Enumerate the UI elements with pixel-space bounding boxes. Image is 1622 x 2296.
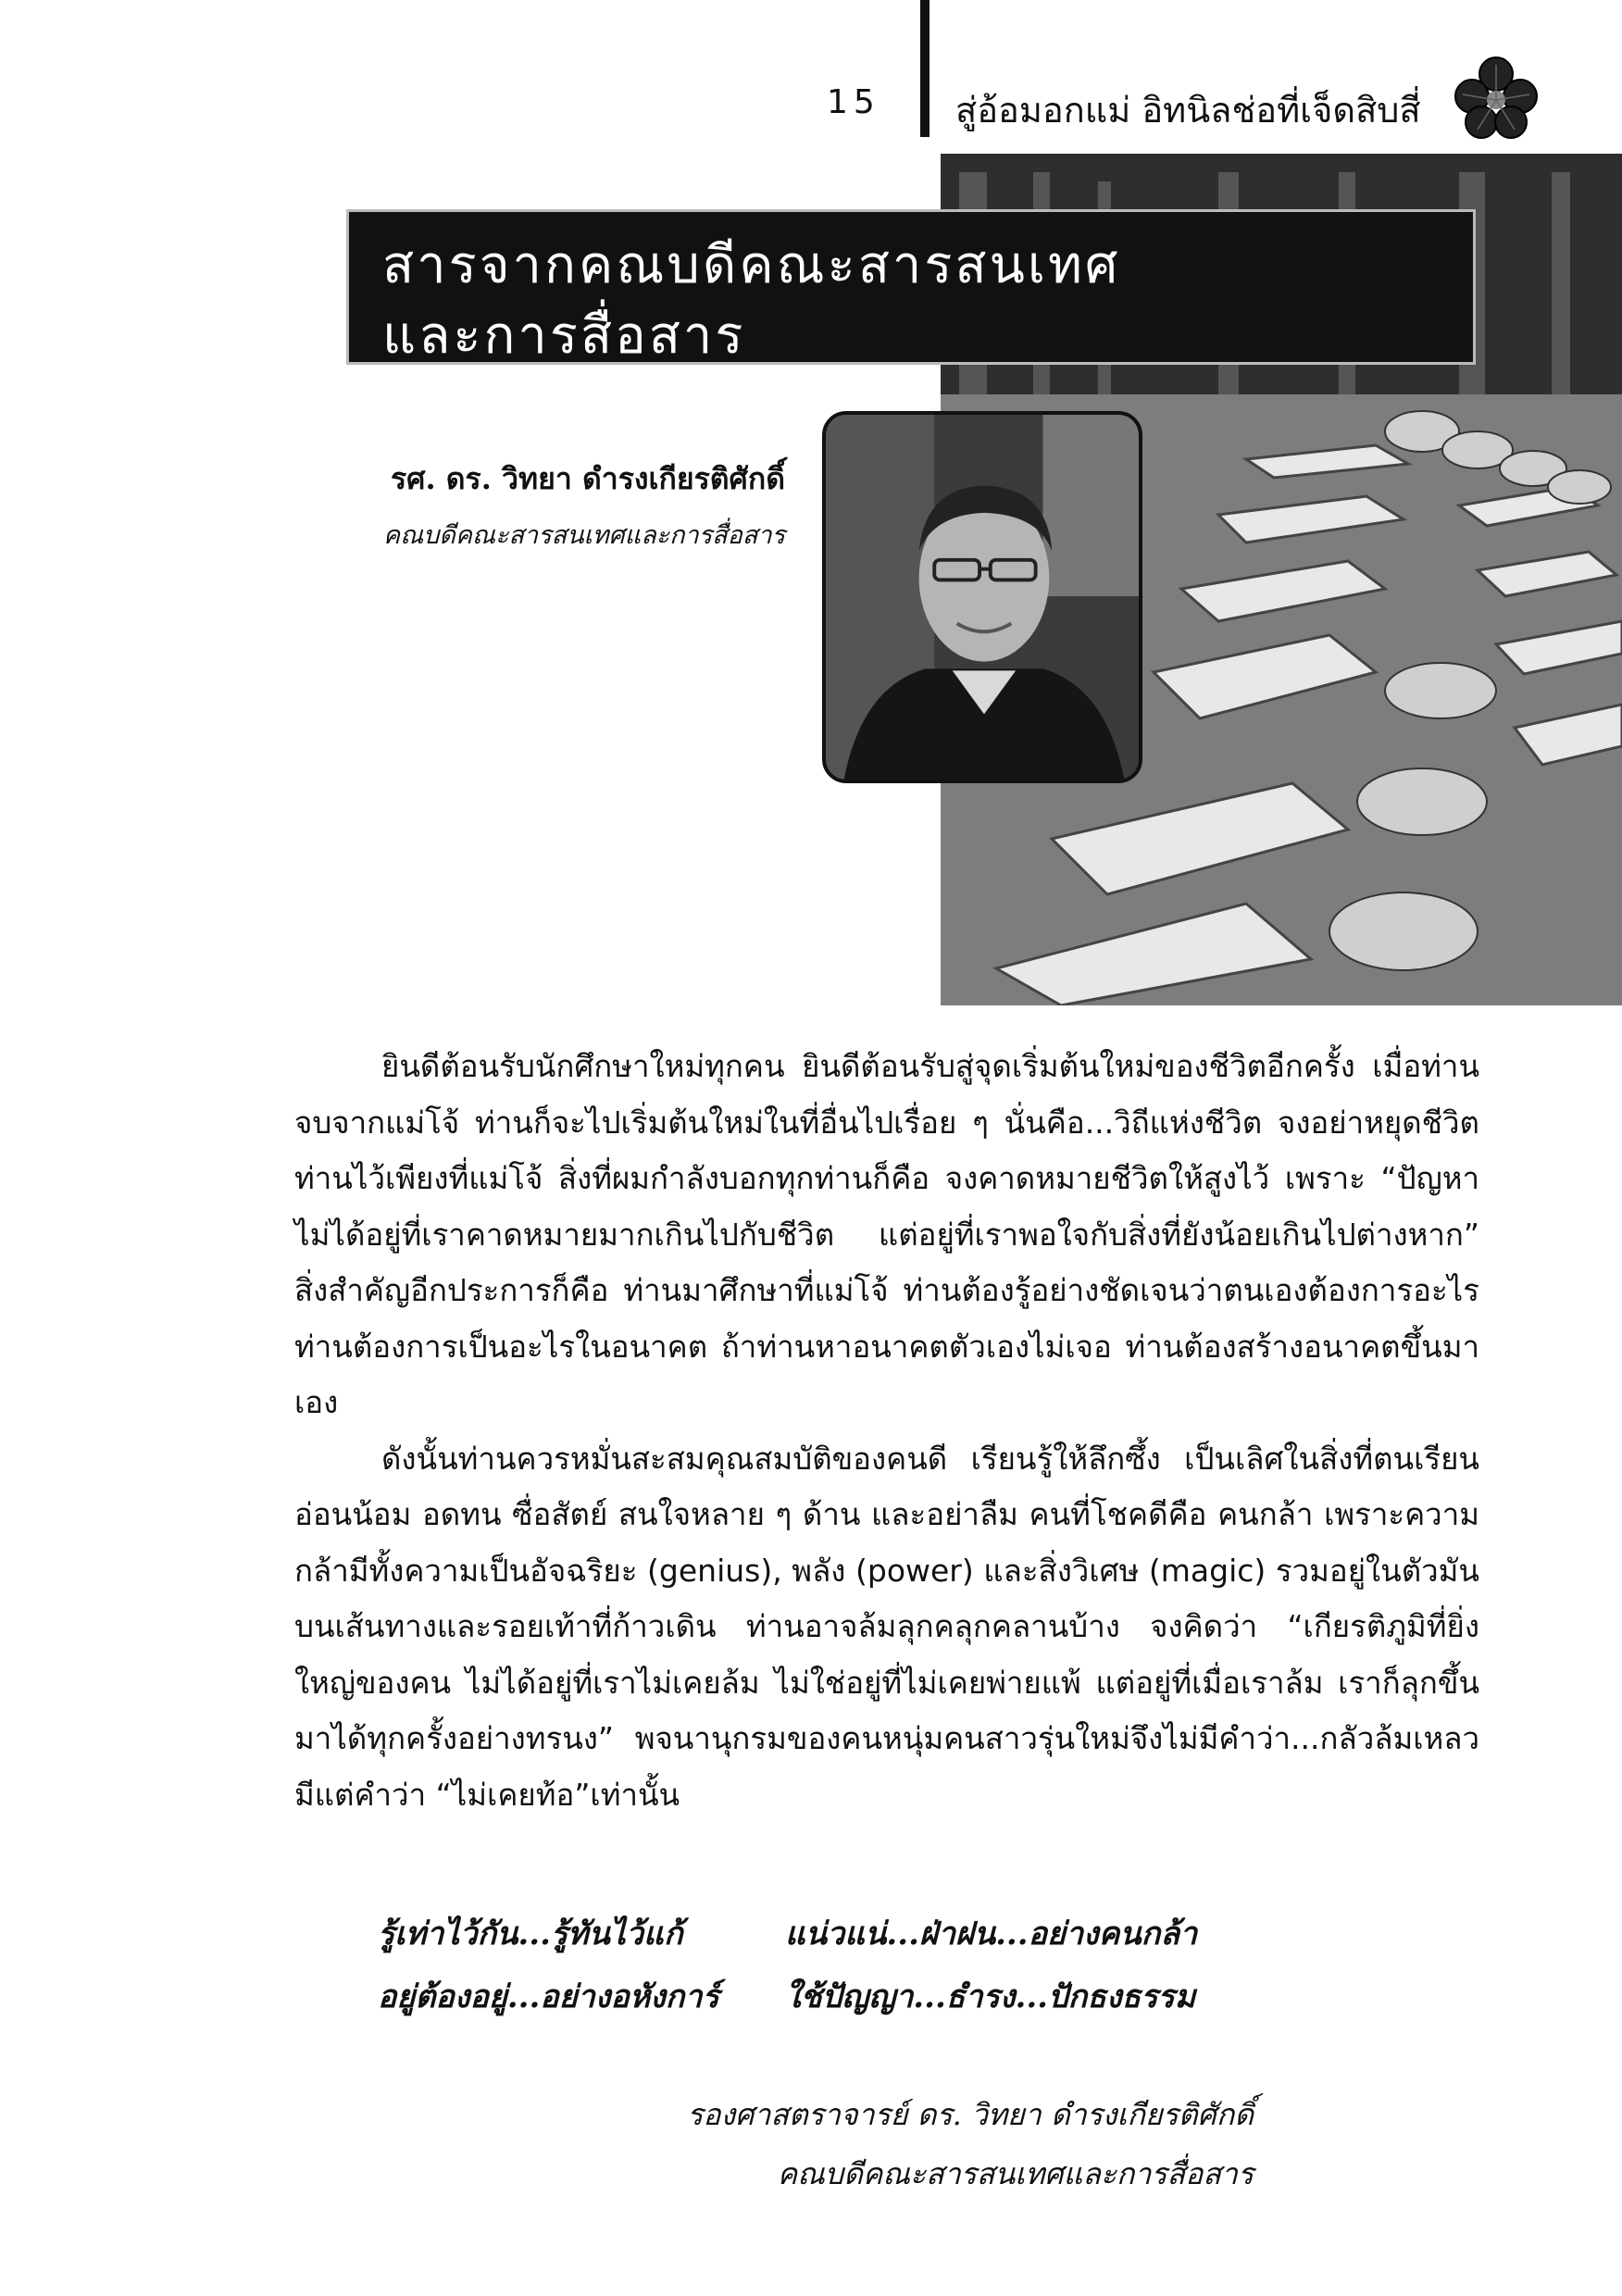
author-portrait	[822, 411, 1142, 783]
article-title-line-2: และการสื่อสาร	[382, 306, 746, 366]
body-paragraph: ยินดีต้อนรับนักศึกษาใหม่ทุกคน ยินดีต้อนรับสู่จุดเริ่มต้นใหม่ของชีวิตอีกครั้ง เมื่อท่านจบจากแม่โจ้ ท่านก็จะไปเริ่มต้นใหม่ในที่อื่นไปเรื่อย ๆ นั่นคือ...วิถีแห่งชีวิต จงอย่าหยุดชีวิตท่านไว้เพียงที่แม่โจ้ สิ่งที่ผมกำลังบอกทุกท่านก็คือ จงคาดหมายชีวิตให้สูงไว้ เพราะ “ปัญหาไม่ได้อยู่ที่เราคาดหมายมากเกินไปกับชีวิต แต่อยู่ที่เราพอใจกับสิ่งที่ยังน้อยเกินไปต่างหาก” สิ่งสำคัญอีกประการก็คือ ท่านมาศึกษาที่แม่โจ้ ท่านต้องรู้อย่างชัดเจนว่าตนเองต้องการอะไร ท่านต้องการเป็นอะไรในอนาคต ถ้าท่านหาอนาคตตัวเองไม่เจอ ท่านต้องสร้างอนาคตขึ้นมาเอง	[294, 1048, 1479, 1420]
signature-role: คณบดีคณะสารสนเทศและการสื่อสาร	[777, 2156, 1254, 2191]
poem-row	[378, 1965, 1304, 2028]
poem-line: รู้เท่าไว้กัน...รู้ทันไว้แก้	[378, 1915, 683, 1953]
signature-name: รองศาสตราจารย์ ดร. วิทยา ดำรงเกียรติศักดิ์	[687, 2097, 1254, 2132]
article-title-box	[346, 209, 1476, 365]
poem-line: แน่วแน่...ฝ่าฝน...อย่างคนกล้า	[785, 1915, 1198, 1953]
running-header-title: สู่อ้อมอกแม่ อิทนิลช่อที่เจ็ดสิบสี่	[955, 90, 1421, 131]
body-paragraph: ดังนั้นท่านควรหมั่นสะสมคุณสมบัติของคนดี เรียนรู้ให้ลึกซึ้ง เป็นเลิศในสิ่งที่ตนเรียน อ่อนน้อม อดทน ซื่อสัตย์ สนใจหลาย ๆ ด้าน และอย่าลืม คนที่โชคดีคือ คนกล้า เพราะความกล้ามีทั้งความเป็นอัจฉริยะ (genius), พลัง (power) และสิ่งวิเศษ (magic) รวมอยู่ในตัวมัน บนเส้นทางและรอยเท้าที่ก้าวเดิน ท่านอาจล้มลุกคลุกคลานบ้าง จงคิดว่า “เกียรติภูมิที่ยิ่งใหญ่ของคน ไม่ได้อยู่ที่เราไม่เคยล้ม ไม่ใช่อยู่ที่ไม่เคยพ่ายแพ้ แต่อยู่ที่เมื่อเราล้ม เราก็ลุกขึ้นมาได้ทุกครั้งอย่างทรนง” พจนานุกรมของคนหนุ่มคนสาวรุ่นใหม่จึงไม่มีคำว่า...กลัวล้มเหลว มีแต่คำว่า “ไม่เคยท้อ”เท่านั้น	[294, 1440, 1479, 1813]
poem-line: ใช้ปัญญา...ธำรง...ปักธงธรรม	[785, 1978, 1196, 2015]
signature-block	[518, 2085, 1254, 2203]
header-divider	[920, 0, 930, 137]
flower-icon	[1452, 56, 1541, 141]
article-title-line-1: สารจากคณบดีคณะสารสนเทศ	[382, 235, 1121, 295]
article-body	[294, 1039, 1479, 1823]
page-number: 15	[827, 83, 880, 121]
author-role: คณบดีคณะสารสนเทศและการสื่อสาร	[383, 521, 785, 550]
author-name: รศ. ดร. วิทยา ดำรงเกียรติศักดิ์	[390, 461, 785, 496]
poem-row	[378, 1902, 1304, 1965]
poem-line: อยู่ต้องอยู่...อย่างอหังการ์	[378, 1978, 719, 2015]
poem	[378, 1902, 1304, 2028]
